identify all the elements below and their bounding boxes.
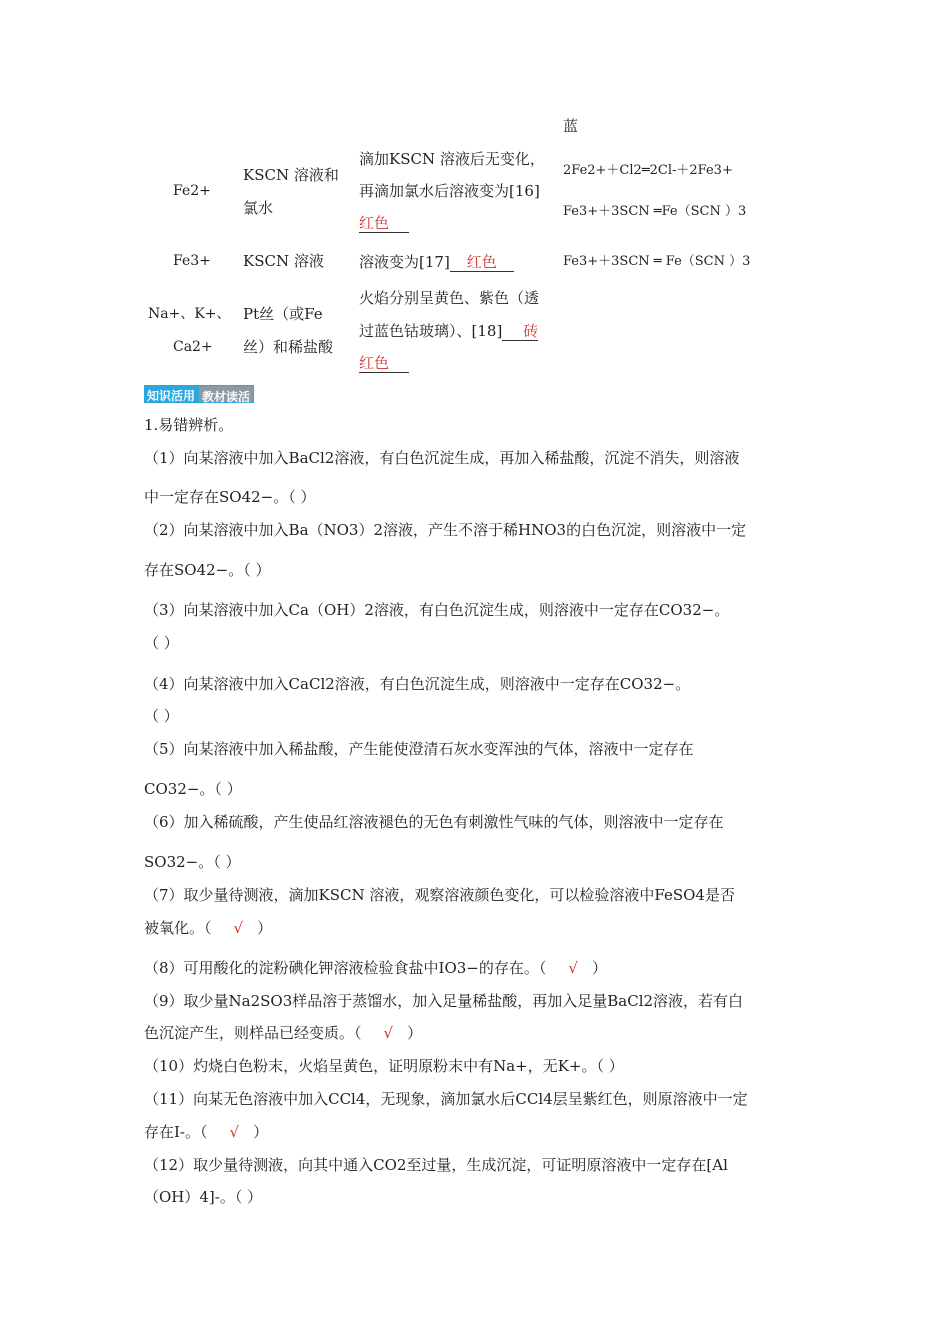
question-12-line-2: （OH）4]-。（ ） bbox=[144, 1188, 263, 1206]
question-3-line-2: （ ） bbox=[144, 634, 179, 652]
check-mark: √ bbox=[229, 1123, 240, 1141]
reagent-line-2: 氯水 bbox=[243, 199, 274, 217]
phenomenon: 溶液变为[17] 红色 bbox=[359, 254, 514, 272]
equation-2: Fe3+＋3SCN ═Fe（SCN ）3 bbox=[563, 204, 747, 219]
tag-knowledge: 知识活用 bbox=[144, 385, 198, 403]
phenomenon-line-1: 火焰分别呈黄色、紫色（透 bbox=[359, 289, 540, 307]
phenomenon-line-1: 滴加KSCN 溶液后无变化， bbox=[359, 150, 545, 168]
question-4-line-2: （ ） bbox=[144, 707, 179, 725]
check-mark: √ bbox=[383, 1024, 394, 1042]
answer-16: 红色 bbox=[359, 215, 409, 233]
ion-line-1: Na+、K+、 bbox=[148, 306, 231, 322]
question-10: （10）灼烧白色粉末，火焰呈黄色，证明原粉末中有Na+，无K+。（ ） bbox=[144, 1057, 624, 1075]
question-9-line-2: 色沉淀产生，则样品已经变质。（ √ ） bbox=[144, 1024, 423, 1042]
reagent-line-1: Pt丝（或Fe bbox=[243, 305, 323, 323]
section-title: 1.易错辨析。 bbox=[144, 416, 234, 434]
question-8: （8）可用酸化的淀粉碘化钾溶液检验食盐中IO3−的存在。（ √ ） bbox=[144, 959, 607, 977]
question-6-line-1: （6）加入稀硫酸，产生使品红溶液褪色的无色有刺激性气味的气体，则溶液中一定存在 bbox=[144, 813, 724, 831]
question-1-line-2: 中一定存在SO42−。（ ） bbox=[144, 488, 316, 506]
reagent-line-2: 丝）和稀盐酸 bbox=[243, 338, 334, 356]
equation-1: 2Fe2+＋Cl2═2Cl-＋2Fe3+ bbox=[563, 163, 733, 178]
check-mark: √ bbox=[233, 919, 244, 937]
question-12-line-1: （12）取少量待测液，向其中通入CO2至过量，生成沉淀，可证明原溶液中一定存在[Al bbox=[144, 1156, 728, 1174]
equation: Fe3+＋3SCN ═ Fe（SCN ）3 bbox=[563, 254, 751, 269]
question-6-line-2: SO32−。（ ） bbox=[144, 853, 241, 871]
ion-fe2: Fe2+ bbox=[173, 183, 211, 199]
question-11-line-2: 存在I-。（ √ ） bbox=[144, 1123, 269, 1141]
question-4-line-1: （4）向某溶液中加入CaCl2溶液，有白色沉淀生成，则溶液中一定存在CO32−。 bbox=[144, 675, 691, 693]
answer-18-cont: 红色 bbox=[359, 355, 409, 373]
ion-line-2: Ca2+ bbox=[173, 339, 213, 355]
phenomenon-line-2: 再滴加氯水后溶液变为[16] bbox=[359, 182, 540, 200]
reagent-line-1: KSCN 溶液和 bbox=[243, 166, 339, 184]
phenomenon-line-2: 过蓝色钴玻璃）、[18] 砖 bbox=[359, 322, 539, 340]
question-2-line-1: （2）向某溶液中加入Ba（NO3）2溶液，产生不溶于稀HNO3的白色沉淀，则溶液中一定 bbox=[144, 521, 747, 539]
tag-textbook: 教材读活 bbox=[198, 385, 254, 403]
section-tag bbox=[144, 385, 254, 403]
question-2-line-2: 存在SO42−。（ ） bbox=[144, 561, 271, 579]
cell-top-text: 蓝 bbox=[563, 117, 579, 135]
question-9-line-1: （9）取少量Na2SO3样品溶于蒸馏水，加入足量稀盐酸，再加入足量BaCl2溶液，若有白 bbox=[144, 992, 744, 1010]
ion-fe3: Fe3+ bbox=[173, 253, 211, 269]
check-mark: √ bbox=[568, 959, 578, 977]
question-5-line-1: （5）向某溶液中加入稀盐酸，产生能使澄清石灰水变浑浊的气体，溶液中一定存在 bbox=[144, 740, 694, 758]
question-11-line-1: （11）向某无色溶液中加入CCl4，无现象，滴加氯水后CCl4层呈紫红色，则原溶液中一定 bbox=[144, 1090, 748, 1108]
question-7-line-1: （7）取少量待测液，滴加KSCN 溶液，观察溶液颜色变化，可以检验溶液中FeSO4是否 bbox=[144, 886, 735, 904]
question-1-line-1: （1）向某溶液中加入BaCl2溶液，有白色沉淀生成，再加入稀盐酸，沉淀不消失，则溶液 bbox=[144, 449, 740, 467]
question-3-line-1: （3）向某溶液中加入Ca（OH）2溶液，有白色沉淀生成，则溶液中一定存在CO32−。 bbox=[144, 601, 730, 619]
question-7-line-2: 被氧化。（ √ ） bbox=[144, 919, 273, 937]
question-5-line-2: CO32−。（ ） bbox=[144, 780, 242, 798]
reagent: KSCN 溶液 bbox=[243, 252, 324, 270]
